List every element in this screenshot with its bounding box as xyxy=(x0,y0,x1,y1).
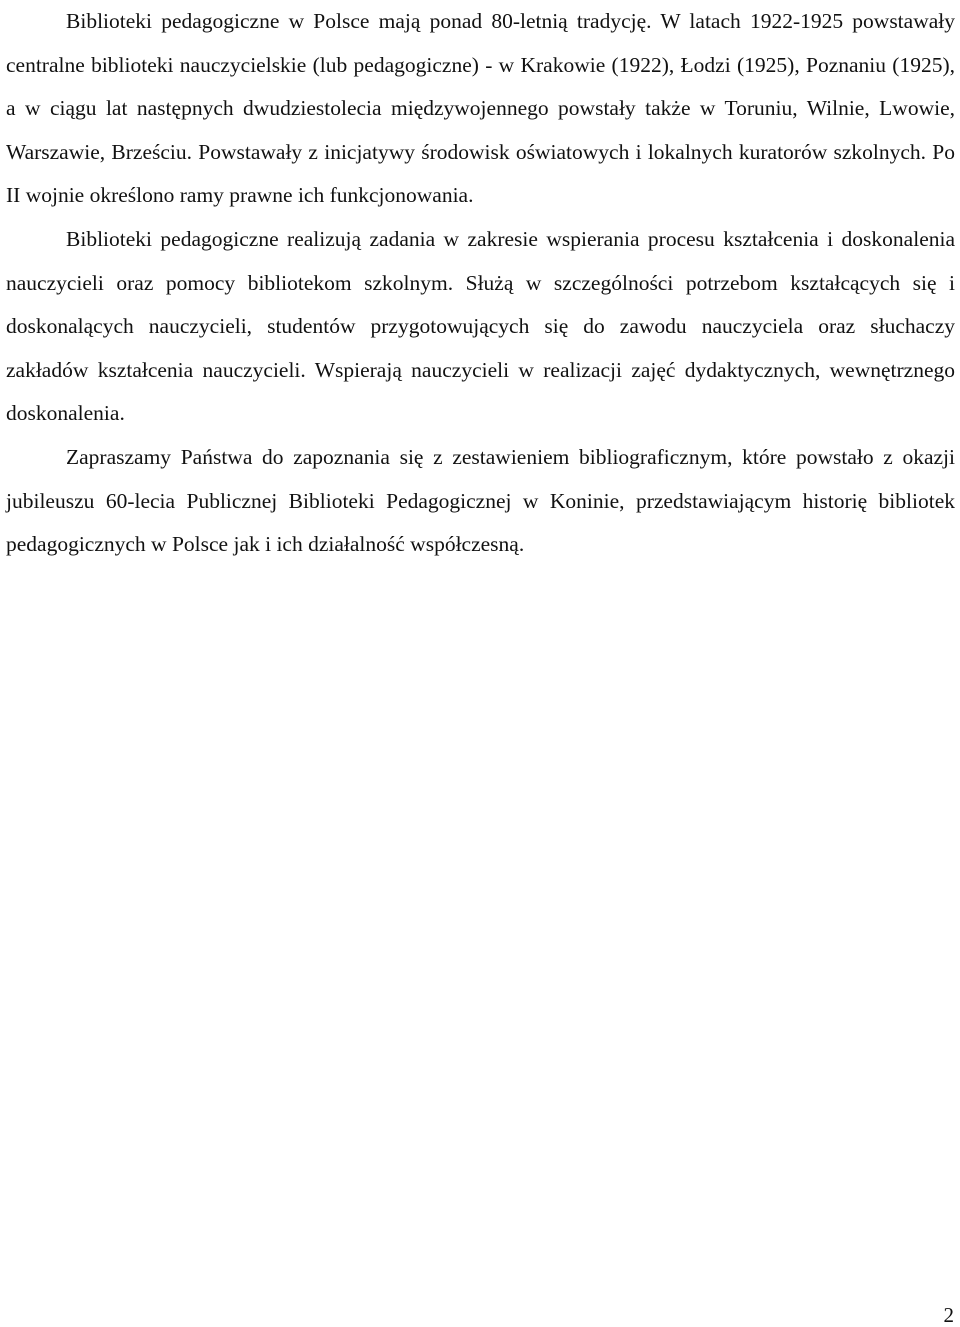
paragraph-invitation: Zapraszamy Państwa do zapoznania się z zestawieniem bibliograficznym, które powstało z okazji jubileuszu 60-lecia Publicznej Biblioteki Pedagogicznej w Koninie, przedstawiającym historię bibliotek pedagogicznych w Polsce jak i ich działalność współczesną. xyxy=(6,444,955,557)
paragraph-history: Biblioteki pedagogiczne w Polsce mają ponad 80-letnią tradycję. W latach 1922-1925 powstawały centralne biblioteki nauczycielskie (lub pedagogiczne) - w Krakowie (1922), Łodzi (1925), Poznaniu (1925), a w ciągu lat następnych dwudziestolecia międzywojennego powstały także w Toruniu, Wilnie, Lwowie, Warszawie, Brześciu. Powstawały z inicjatywy środowisk oświatowych i lokalnych kuratorów szkolnych. Po II wojnie określono ramy prawne ich funkcjonowania. xyxy=(6,9,955,208)
document-page xyxy=(6,0,955,567)
paragraph-tasks: Biblioteki pedagogiczne realizują zadania w zakresie wspierania procesu kształcenia i doskonalenia nauczycieli oraz pomocy bibliotekom szkolnym. Służą w szczególności potrzebom kształcących się i doskonalących nauczycieli, studentów przygotowujących się do zawodu nauczyciela oraz słuchaczy zakładów kształcenia nauczycieli. Wspierają nauczycieli w realizacji zajęć dydaktycznych, wewnętrznego doskonalenia. xyxy=(6,226,955,426)
page-number: 2 xyxy=(943,1303,954,1327)
